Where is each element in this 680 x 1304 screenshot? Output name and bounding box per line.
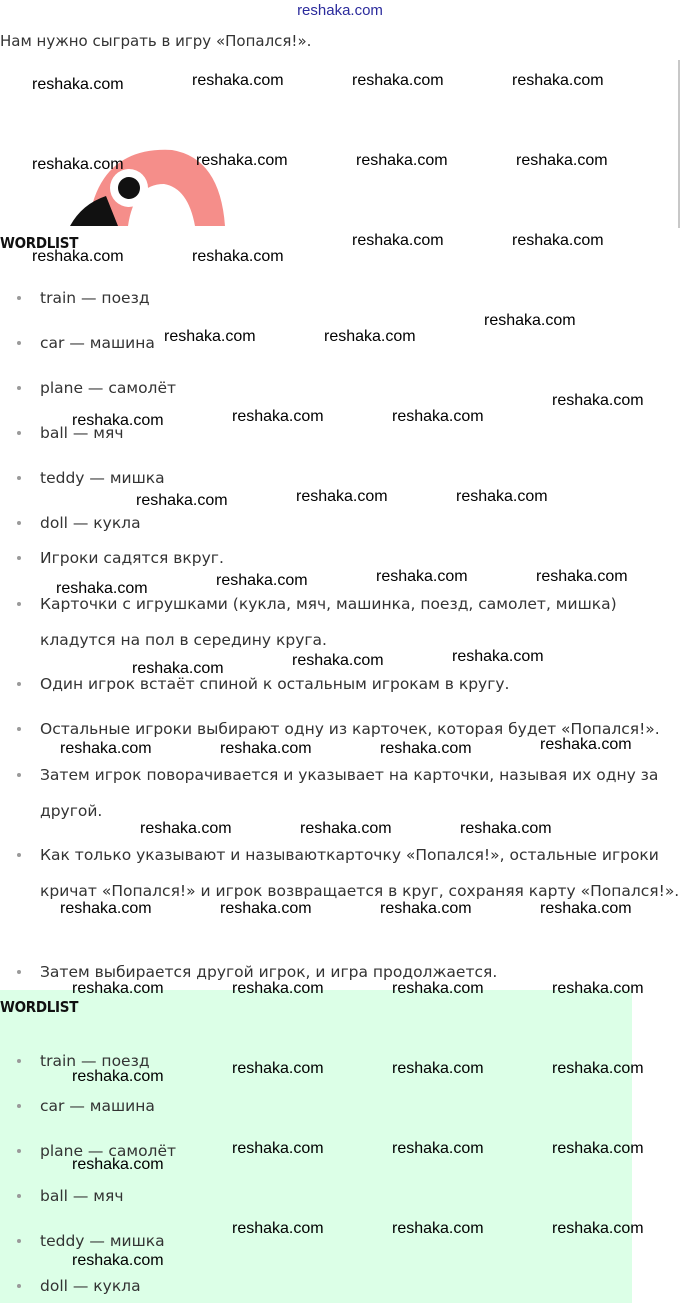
watermark: reshaka.com <box>456 488 548 505</box>
watermark: reshaka.com <box>552 980 644 997</box>
watermark: reshaka.com <box>516 152 608 169</box>
watermark: reshaka.com <box>232 1140 324 1157</box>
rule-item: Один игрок встаёт спиной к остальным игрокам в кругу. <box>40 666 509 702</box>
watermark: reshaka.com <box>392 1220 484 1237</box>
watermark: reshaka.com <box>552 1140 644 1157</box>
watermark: reshaka.com <box>220 900 312 917</box>
watermark: reshaka.com <box>536 568 628 585</box>
watermark: reshaka.com <box>232 1220 324 1237</box>
watermark: reshaka.com <box>216 572 308 589</box>
watermark: reshaka.com <box>72 1068 164 1085</box>
watermark: reshaka.com <box>380 740 472 757</box>
watermark: reshaka.com <box>300 820 392 837</box>
wordlist-title: WORDLIST <box>0 998 79 1016</box>
watermark: reshaka.com <box>512 72 604 89</box>
watermark: reshaka.com <box>132 660 224 677</box>
word-item: car — машина <box>40 325 155 361</box>
watermark: reshaka.com <box>296 488 388 505</box>
word-item: train — поезд <box>40 280 150 316</box>
rule-item: Карточки с игрушками (кукла, мяч, машинка, поезд, самолет, мишка) кладутся на пол в середину круга. <box>40 586 660 658</box>
watermark: reshaka.com <box>232 1060 324 1077</box>
watermark: reshaka.com <box>72 1156 164 1173</box>
watermark: reshaka.com <box>56 580 148 597</box>
watermark: reshaka.com <box>552 1060 644 1077</box>
watermark: reshaka.com <box>192 248 284 265</box>
watermark: reshaka.com <box>552 1220 644 1237</box>
watermark: reshaka.com <box>540 736 632 753</box>
watermark: reshaka.com <box>356 152 448 169</box>
watermark: reshaka.com <box>352 232 444 249</box>
watermark: reshaka.com <box>140 820 232 837</box>
watermark: reshaka.com <box>72 412 164 429</box>
rule-item: Затем игрок поворачивается и указывает на карточки, называя их одну за другой. <box>40 757 680 829</box>
watermark: reshaka.com <box>60 740 152 757</box>
watermark: reshaka.com <box>60 900 152 917</box>
word-item: plane — самолёт <box>40 1133 176 1169</box>
watermark: reshaka.com <box>392 408 484 425</box>
watermark: reshaka.com <box>392 1140 484 1157</box>
word-item: doll — кукла <box>40 505 141 541</box>
watermark: reshaka.com <box>352 72 444 89</box>
watermark: reshaka.com <box>196 152 288 169</box>
rule-item: Игроки садятся вкруг. <box>40 540 224 576</box>
word-item: car — машина <box>40 1088 155 1124</box>
word-item: plane — самолёт <box>40 370 176 406</box>
watermark: reshaka.com <box>392 980 484 997</box>
watermark: reshaka.com <box>32 156 124 173</box>
watermark: reshaka.com <box>392 1060 484 1077</box>
word-item: doll — кукла <box>40 1268 141 1304</box>
watermark: reshaka.com <box>376 568 468 585</box>
watermark: reshaka.com <box>232 980 324 997</box>
watermark: reshaka.com <box>540 900 632 917</box>
watermark: reshaka.com <box>452 648 544 665</box>
watermark: reshaka.com <box>324 328 416 345</box>
watermark: reshaka.com <box>552 392 644 409</box>
rule-item: Затем выбирается другой игрок, и игра продолжается. <box>40 954 497 990</box>
watermark: reshaka.com <box>512 232 604 249</box>
wordlist-title: WORDLIST <box>0 234 79 252</box>
watermark: reshaka.com <box>72 980 164 997</box>
watermark: reshaka.com <box>72 1252 164 1269</box>
word-item: ball — мяч <box>40 1178 123 1214</box>
word-item: teddy — мишка <box>40 460 165 496</box>
watermark: reshaka.com <box>136 492 228 509</box>
word-item: teddy — мишка <box>40 1223 165 1259</box>
watermark: reshaka.com <box>164 328 256 345</box>
intro-text: Нам нужно сыграть в игру «Попался!». <box>0 32 312 50</box>
watermark: reshaka.com <box>232 408 324 425</box>
watermark: reshaka.com <box>32 76 124 93</box>
site-link[interactable]: reshaka.com <box>297 2 383 19</box>
rule-item: Остальные игроки выбирают одну из карточек, которая будет «Попался!». <box>40 711 680 747</box>
watermark: reshaka.com <box>32 248 124 265</box>
watermark: reshaka.com <box>380 900 472 917</box>
watermark: reshaka.com <box>192 72 284 89</box>
watermark: reshaka.com <box>460 820 552 837</box>
rule-item: Как только указывают и называюткарточку «Попался!», остальные игроки кричат «Попался!» и игрок возвращается в круг, сохраняя карту «Попался!». <box>40 837 680 909</box>
word-item: ball — мяч <box>40 415 123 451</box>
watermark: reshaka.com <box>484 312 576 329</box>
word-item: train — поезд <box>40 1043 150 1079</box>
watermark: reshaka.com <box>220 740 312 757</box>
watermark: reshaka.com <box>292 652 384 669</box>
